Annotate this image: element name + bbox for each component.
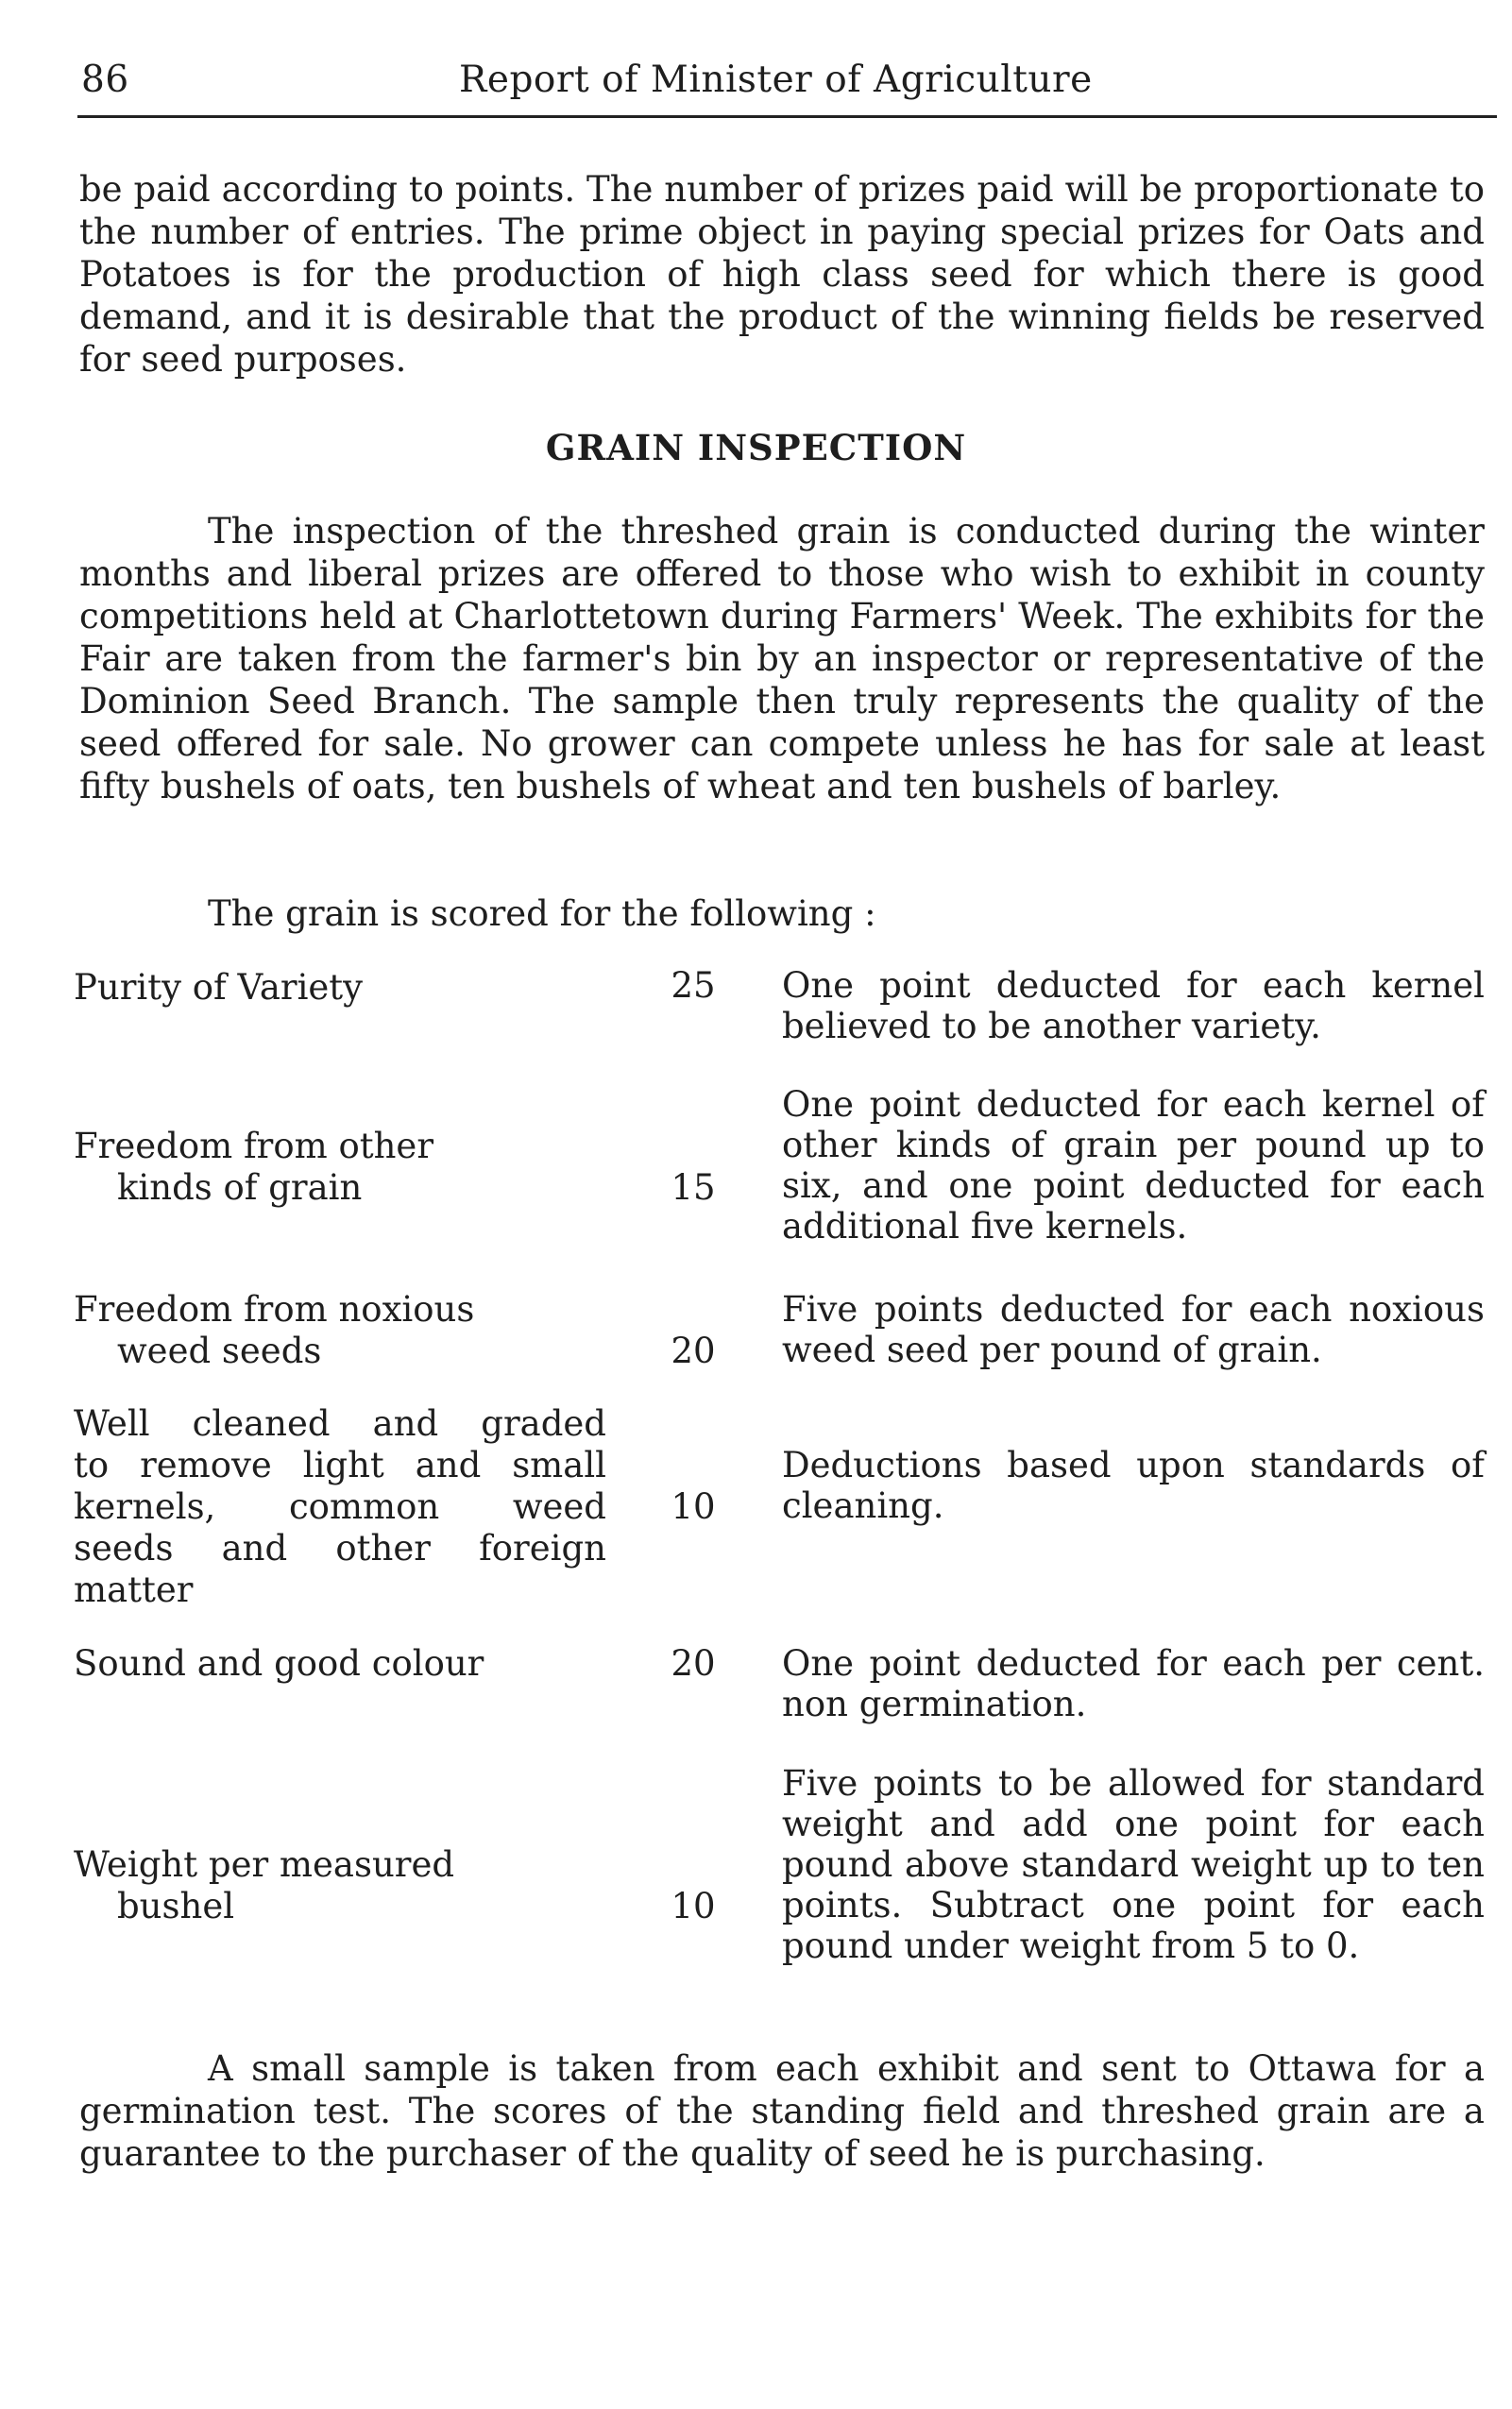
remark-text: Five points deducted for each noxious weed seed per pound of grain. [782, 1289, 1485, 1370]
points-value: 20 [671, 1643, 716, 1684]
criterion-label: Freedom from noxious weed seeds [74, 1289, 475, 1371]
inspection-paragraph: The inspection of the threshed grain is conducted during the winter months and liberal prizes are offered to those who wish to exhibit in county competitions held at Charlottetown during Farmers' Week. The exhibits for the Fair are taken from the farmer's bin by an inspector or representative of the Dominion Seed Branch. The sample then truly represents the quality of the seed offered for sale. No grower can compete unless he has for sale at least fifty bushels of oats, ten bushels of wheat and ten bushels of barley. [79, 511, 1485, 806]
criterion-label: Purity of Variety [74, 967, 364, 1008]
remark-text: One point deducted for each per cent. non germination. [782, 1643, 1485, 1724]
criterion-label: Weight per measured bushel [74, 1844, 455, 1926]
remark-text: One point deducted for each kernel believed to be another variety. [782, 965, 1485, 1046]
points-value: 10 [671, 1886, 716, 1926]
criterion-label: Freedom from other kinds of grain [74, 1126, 434, 1208]
remark-text: Five points to be allowed for standard weight and add one point for each pound above standard weight up to ten points. Subtract one point for each pound under weight from 5 to 0. [782, 1763, 1485, 1966]
points-value: 10 [671, 1486, 716, 1527]
header-rule [77, 115, 1497, 118]
section-heading: GRAIN INSPECTION [545, 427, 967, 468]
page-number: 86 [81, 59, 129, 101]
criterion-label: Sound and good colour [74, 1643, 484, 1684]
criterion-label: Well cleaned and graded to remove light and small kernels, common weed seeds and other foreign matter [74, 1403, 606, 1610]
running-title: Report of Minister of Agriculture [459, 59, 1093, 101]
remark-text: Deductions based upon standards of cleaning. [782, 1445, 1485, 1526]
points-value: 15 [671, 1167, 716, 1208]
points-value: 25 [671, 965, 716, 1006]
points-value: 20 [671, 1331, 716, 1371]
scoring-intro: The grain is scored for the following : [208, 893, 876, 934]
intro-paragraph: be paid according to points. The number of prizes paid will be proportionate to the number of entries. The prime object in paying special prizes for Oats and Potatoes is for the production of high class seed for which there is good demand, and it is desirable that the product of the winning fields be reserved for seed purposes. [79, 169, 1485, 380]
page-header [81, 59, 1498, 106]
closing-paragraph: A small sample is taken from each exhibit and sent to Ottawa for a germination test. The scores of the standing field and threshed grain are a guarantee to the purchaser of the quality of seed he is purchasing. [79, 2048, 1485, 2174]
remark-text: One point deducted for each kernel of other kinds of grain per pound up to six, and one point deducted for each additional five kernels. [782, 1084, 1485, 1247]
